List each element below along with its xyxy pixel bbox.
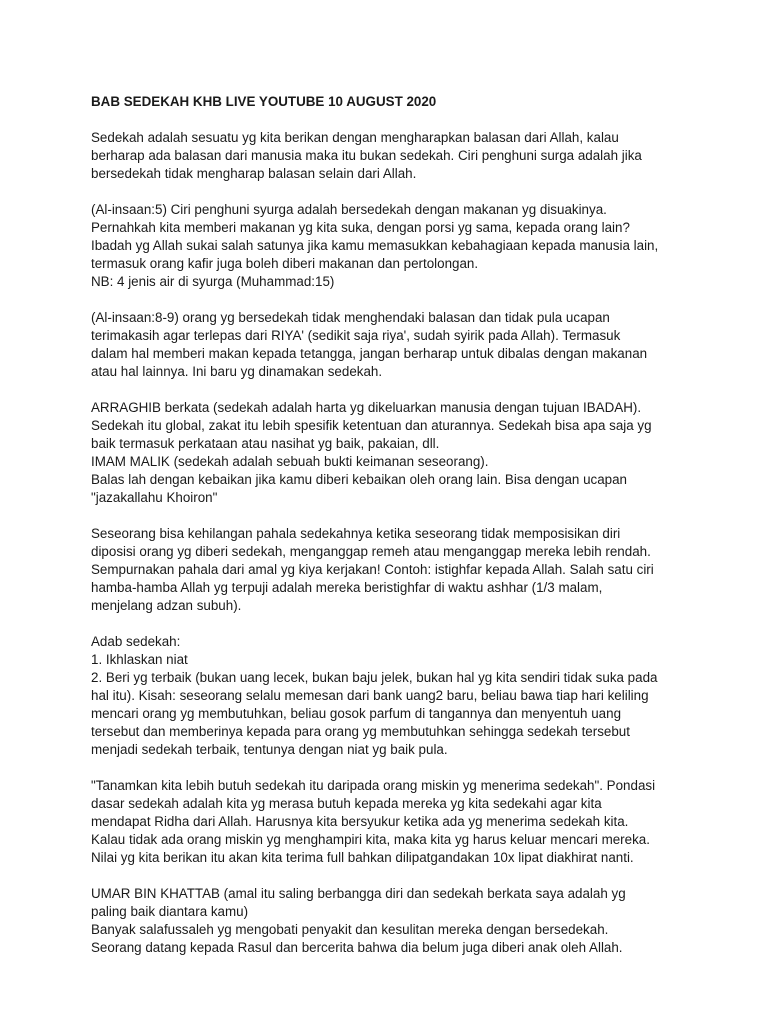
text-line: baik termasuk perkataan atau nasihat yg baik, pakaian, dll. [91,436,440,451]
document-title: BAB SEDEKAH KHB LIVE YOUTUBE 10 AUGUST 2020 [91,94,437,109]
text-line: (Al-insaan:8-9) orang yg bersedekah tidak menghendaki balasan dan tidak pula ucapan [91,310,610,325]
text-line: mendapat Ridha dari Allah. Harusnya kita bersyukur ketika ada yg menerima sedekah kita. [91,814,629,829]
text-line: dasar sedekah adalah kita yg merasa butuh kepada mereka yg kita sedekahi agar kita [91,796,602,811]
text-line: bersedekah tidak mengharap balasan selain dari Allah. [91,166,417,181]
text-line: Pernahkah kita memberi makanan yg kita suka, dengan porsi yg sama, kepada orang lain? [91,220,630,235]
text-line: Seseorang bisa kehilangan pahala sedekahnya ketika seseorang tidak memposisikan diri [91,526,621,541]
text-line: paling baik diantara kamu) [91,904,249,919]
text-line: atau hal lainnya. Ini baru yg dinamakan sedekah. [91,364,383,379]
text-line: hal itu). Kisah: seseorang selalu memesan dari bank uang2 baru, beliau bawa tiap hari keliling [91,688,649,703]
text-line: terimakasih agar terlepas dari RIYA' (sedikit saja riya', sudah syirik pada Allah). Termasuk [91,328,621,343]
paragraph [91,129,731,183]
text-line: UMAR BIN KHATTAB (amal itu saling berbangga diri dan sedekah berkata saya adalah yg [91,886,626,901]
paragraph [91,777,731,867]
text-line: 1. Ikhlaskan niat [91,652,188,667]
text-line: "Tanamkan kita lebih butuh sedekah itu daripada orang miskin yg menerima sedekah". Pondasi [91,778,656,793]
paragraph [91,399,731,507]
text-line: mencari orang yg membutuhkan, beliau gosok parfum di tangannya dan menyentuh uang [91,706,622,721]
paragraph [91,885,731,957]
text-line: Sedekah itu global, zakat itu lebih spesifik ketentuan dan aturannya. Sedekah bisa apa saja yg [91,418,652,433]
text-line: Balas lah dengan kebaikan jika kamu diberi kebaikan oleh orang lain. Bisa dengan ucapan [91,472,627,487]
text-line: diposisi orang yg diberi sedekah, menganggap remeh atau menganggap mereka lebih rendah. [91,544,651,559]
text-line: dalam hal memberi makan kepada tetangga, jangan berharap untuk dibalas dengan makanan [91,346,648,361]
text-line: NB: 4 jenis air di syurga (Muhammad:15) [91,274,335,289]
text-line: IMAM MALIK (sedekah adalah sebuah bukti keimanan seseorang). [91,454,489,469]
paragraph [91,309,731,381]
text-line: berharap ada balasan dari manusia maka itu bukan sedekah. Ciri penghuni surga adalah jika [91,148,642,163]
text-line: tersebut dan memberinya kepada para orang yg membutuhkan sehingga sedekah tersebut [91,724,630,739]
text-line: Kalau tidak ada orang miskin yg menghampiri kita, maka kita yg harus keluar mencari mereka. [91,832,650,847]
text-line: (Al-insaan:5) Ciri penghuni syurga adalah bersedekah dengan makanan yg disuakinya. [91,202,607,217]
text-line: menjelang adzan subuh). [91,598,242,613]
text-line: Ibadah yg Allah sukai salah satunya jika kamu memasukkan kebahagiaan kepada manusia lain, [91,238,659,253]
text-line: menjadi sedekah terbaik, tentunya dengan niat yg baik pula. [91,742,448,757]
text-line: hamba-hamba Allah yg terpuji adalah mereka beristighfar di waktu ashhar (1/3 malam, [91,580,603,595]
text-line: Banyak salafussaleh yg mengobati penyakit dan kesulitan mereka dengan bersedekah. [91,922,609,937]
text-line: 2. Beri yg terbaik (bukan uang lecek, bukan baju jelek, bukan hal yg kita sendiri tidak suka pada [91,670,658,685]
text-line: Sedekah adalah sesuatu yg kita berikan dengan mengharapkan balasan dari Allah, kalau [91,130,619,145]
text-line: Sempurnakan pahala dari amal yg kiya kerjakan! Contoh: istighfar kepada Allah. Salah satu ciri [91,562,654,577]
text-line: termasuk orang kafir juga boleh diberi makanan dan pertolongan. [91,256,479,271]
document-page [91,93,731,975]
paragraph [91,201,731,291]
text-line: "jazakallahu Khoiron" [91,490,218,505]
text-line: ARRAGHIB berkata (sedekah adalah harta yg dikeluarkan manusia dengan tujuan IBADAH). [91,400,642,415]
paragraph [91,633,731,759]
text-line: Adab sedekah: [91,634,181,649]
text-line: Seorang datang kepada Rasul dan bercerita bahwa dia belum juga diberi anak oleh Allah. [91,940,623,955]
text-line: Nilai yg kita berikan itu akan kita terima full bahkan dilipatgandakan 10x lipat diakhirat nanti. [91,850,634,865]
paragraph [91,525,731,615]
document-body [91,129,731,957]
